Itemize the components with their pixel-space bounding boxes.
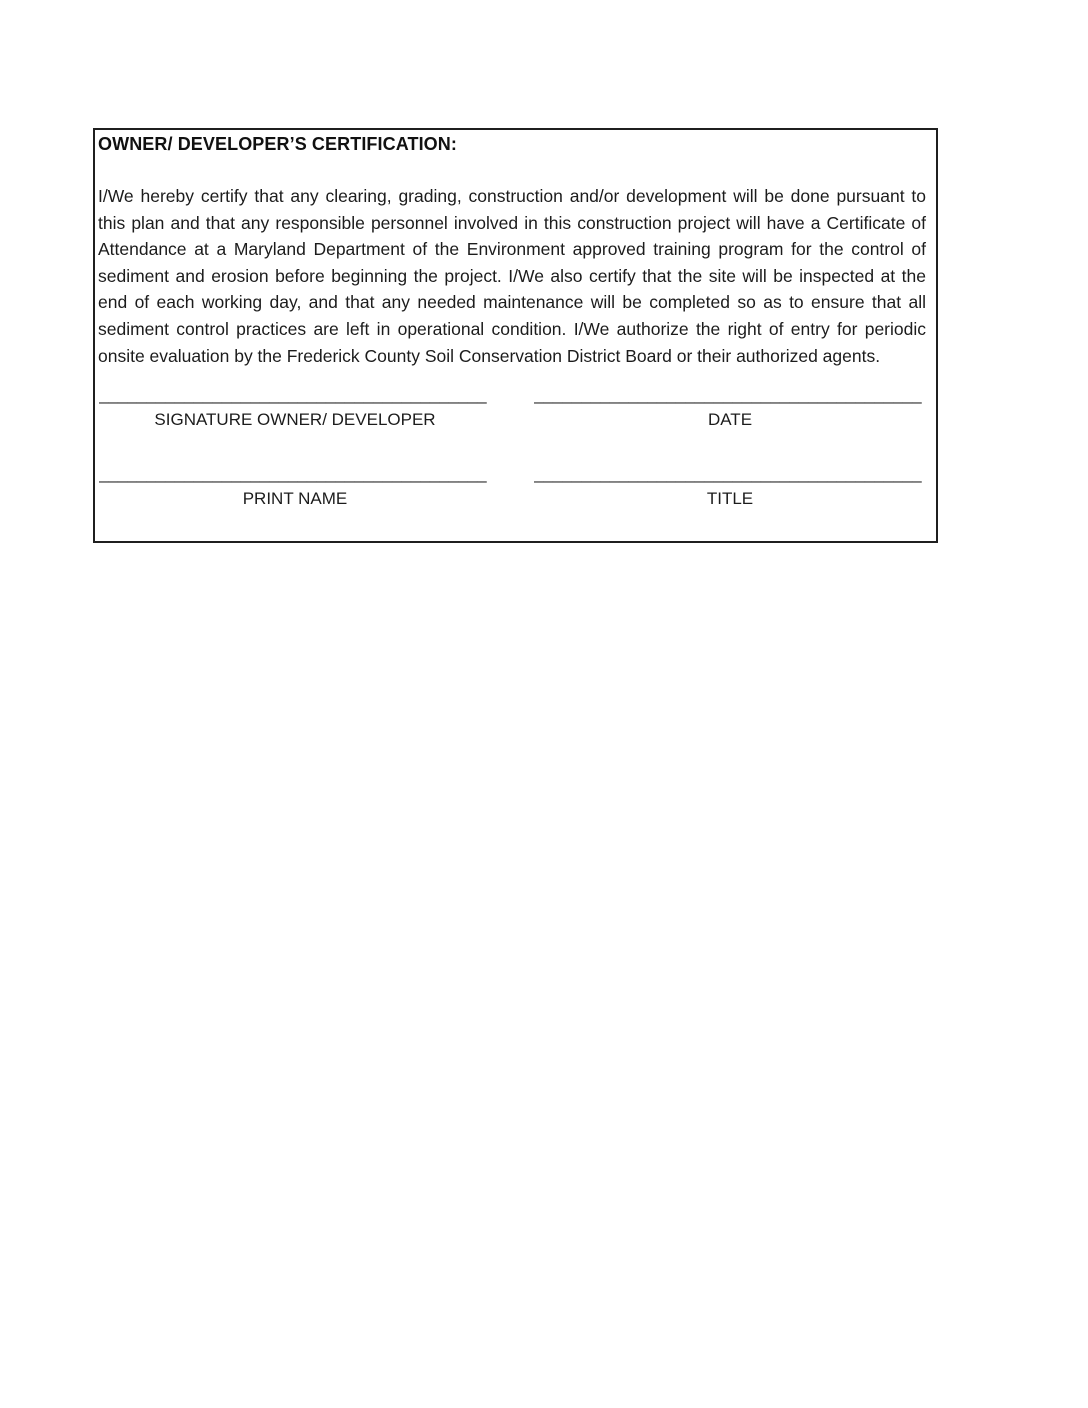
title-line: _________________________________________: [534, 464, 922, 484]
print-name-field: [99, 462, 491, 509]
certification-box: [93, 128, 938, 543]
signature-row-2: [99, 462, 928, 509]
certification-heading: OWNER/ DEVELOPER’S CERTIFICATION:: [98, 134, 457, 154]
title-label: TITLE: [706, 489, 754, 509]
signature-row-1: [99, 383, 928, 430]
date-line: _________________________________________: [534, 385, 922, 405]
signature-owner-developer-label: SIGNATURE OWNER/ DEVELOPER: [154, 410, 436, 430]
print-name-label: PRINT NAME: [242, 489, 348, 509]
print-name-line: _________________________________________: [99, 464, 487, 484]
signature-owner-developer-field: [99, 383, 491, 430]
title-field: [534, 462, 926, 509]
signature-section: [98, 383, 928, 509]
date-field: [534, 383, 926, 430]
certification-body-text: I/We hereby certify that any clearing, grading, construction and/or development will be done pursuant to this plan and that any responsible personnel involved in this construction project will have a Certificate of Attendance at a Maryland Department of the Environment approved training program for the control of sediment and erosion before beginning the project. I/We also certify that the site will be inspected at the end of each working day, and that any needed maintenance will be completed so as to ensure that all sediment control practices are left in operational condition. I/We authorize the right of entry for periodic onsite evaluation by the Frederick County Soil Conservation District Board or their authorized agents.: [98, 186, 926, 366]
signature-line: _________________________________________: [99, 385, 487, 405]
date-label: DATE: [707, 410, 753, 430]
